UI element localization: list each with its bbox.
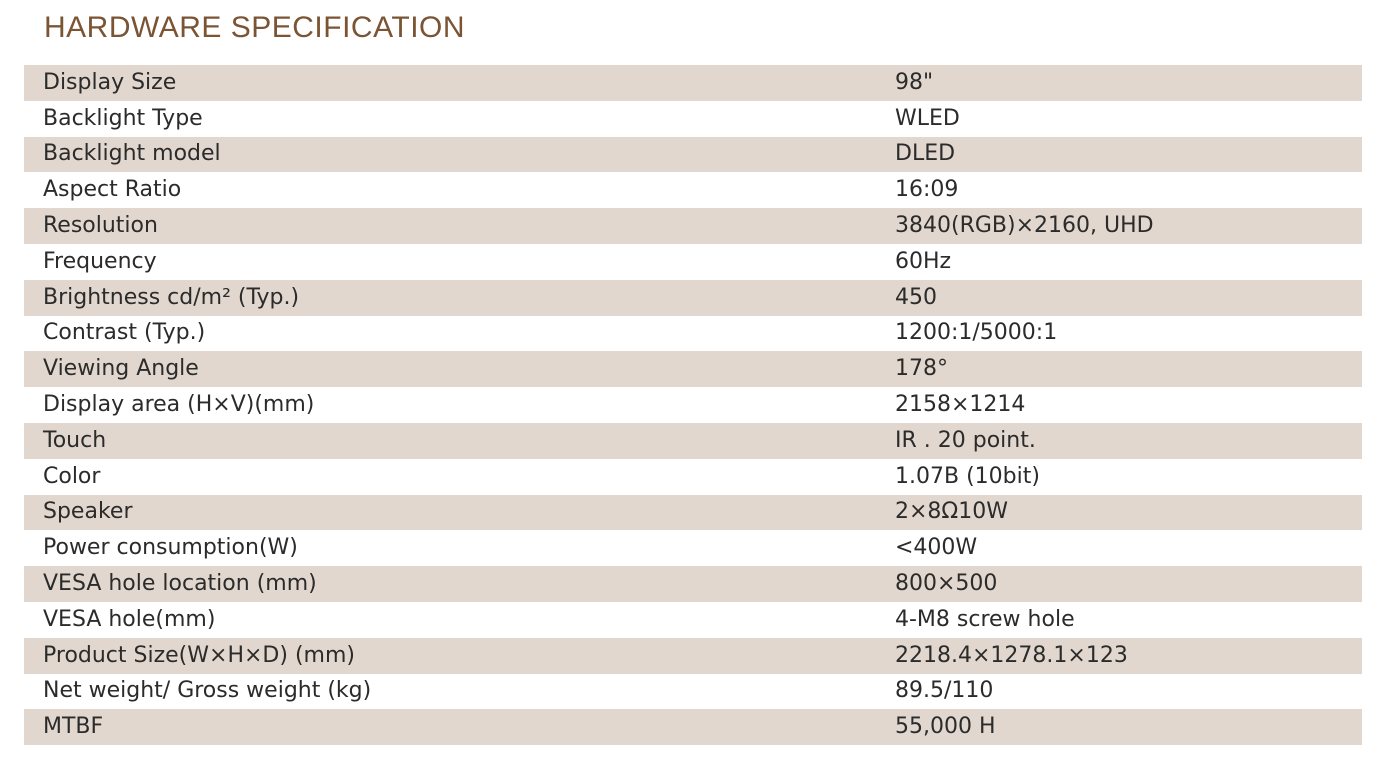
spec-value: <400W xyxy=(895,535,978,561)
spec-value: 450 xyxy=(895,284,937,310)
spec-row-touch xyxy=(24,423,1362,459)
spec-label: Resolution xyxy=(43,213,158,239)
spec-row-resolution xyxy=(24,208,1362,244)
spec-row-backlight-type xyxy=(24,101,1362,137)
spec-row-speaker xyxy=(24,495,1362,531)
spec-row-product-size xyxy=(24,638,1362,674)
spec-value: 2218.4×1278.1×123 xyxy=(895,642,1128,668)
spec-label: Display area (H×V)(mm) xyxy=(43,392,315,418)
spec-row-brightness xyxy=(24,280,1362,316)
spec-value: 2158×1214 xyxy=(895,392,1026,418)
spec-label: MTBF xyxy=(43,714,104,740)
spec-row-power-consumption xyxy=(24,530,1362,566)
spec-value: 1200:1/5000:1 xyxy=(895,320,1058,346)
spec-value: 800×500 xyxy=(895,571,998,597)
spec-label: Speaker xyxy=(43,499,133,525)
spec-table xyxy=(24,65,1362,745)
spec-value: 3840(RGB)×2160, UHD xyxy=(895,213,1154,239)
spec-value: 55,000 H xyxy=(895,714,996,740)
spec-label: Frequency xyxy=(43,248,157,274)
spec-value: 1.07B (10bit) xyxy=(895,463,1040,489)
spec-row-weight xyxy=(24,674,1362,710)
spec-value: 89.5/110 xyxy=(895,678,994,704)
spec-label: Brightness cd/m² (Typ.) xyxy=(43,284,300,310)
page-title: HARDWARE SPECIFICATION xyxy=(44,11,466,44)
spec-row-display-area xyxy=(24,387,1362,423)
spec-label: Net weight/ Gross weight (kg) xyxy=(43,678,372,704)
spec-row-frequency xyxy=(24,244,1362,280)
spec-row-backlight-model xyxy=(24,137,1362,173)
spec-label: Power consumption(W) xyxy=(43,535,298,561)
spec-label: Viewing Angle xyxy=(43,356,199,382)
spec-value: 4-M8 screw hole xyxy=(895,606,1075,632)
spec-row-vesa-hole-location xyxy=(24,566,1362,602)
spec-label: Contrast (Typ.) xyxy=(43,320,206,346)
spec-value: 16:09 xyxy=(895,177,959,203)
spec-value: WLED xyxy=(895,105,960,131)
spec-label: VESA hole location (mm) xyxy=(43,571,317,597)
spec-row-mtbf xyxy=(24,709,1362,745)
spec-label: Aspect Ratio xyxy=(43,177,182,203)
spec-label: Product Size(W×H×D) (mm) xyxy=(43,642,355,668)
spec-row-contrast xyxy=(24,316,1362,352)
spec-label: Display Size xyxy=(43,69,177,95)
spec-row-aspect-ratio xyxy=(24,172,1362,208)
spec-row-viewing-angle xyxy=(24,351,1362,387)
spec-row-vesa-hole xyxy=(24,602,1362,638)
spec-value: 178° xyxy=(895,356,948,382)
spec-row-display-size xyxy=(24,65,1362,101)
spec-label: Touch xyxy=(43,427,107,453)
spec-label: Backlight Type xyxy=(43,105,203,131)
spec-value: 98" xyxy=(895,69,934,95)
spec-row-color xyxy=(24,459,1362,495)
spec-value: 2×8Ω10W xyxy=(895,499,1008,525)
spec-label: Backlight model xyxy=(43,141,221,167)
spec-value: IR . 20 point. xyxy=(895,427,1036,453)
spec-value: 60Hz xyxy=(895,248,952,274)
spec-label: VESA hole(mm) xyxy=(43,606,216,632)
spec-label: Color xyxy=(43,463,101,489)
spec-value: DLED xyxy=(895,141,956,167)
